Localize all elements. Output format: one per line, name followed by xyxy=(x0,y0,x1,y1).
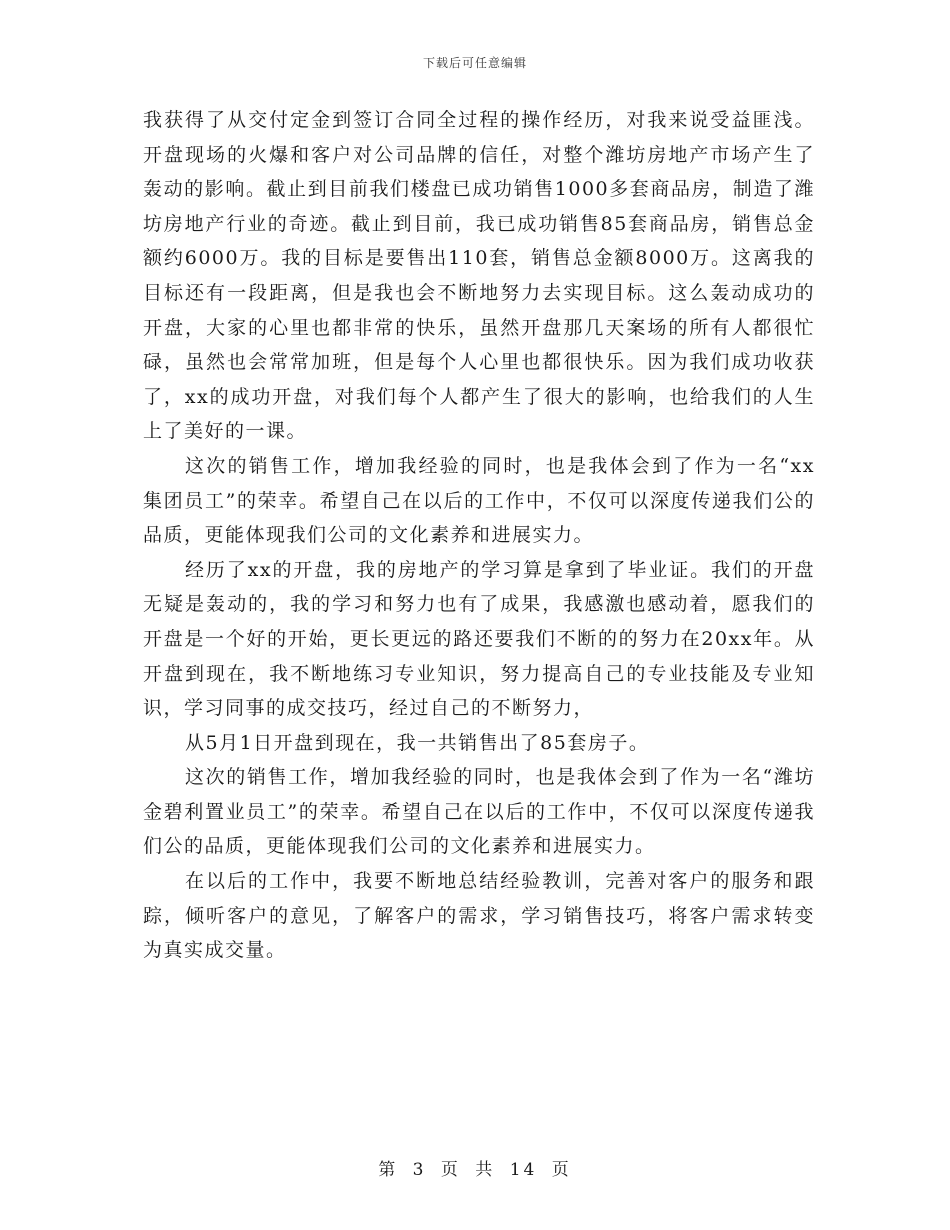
paragraph-5: 这次的销售工作，增加我经验的同时，也是我体会到了作为一名“潍坊金碧利置业员工”的荣幸。希望自己在以后的工作中，不仅可以深度传递我们公的品质，更能体现我们公司的文化素养和进展实力。 xyxy=(143,766,815,858)
paragraph-3: 经历了xx的开盘，我的房地产的学习算是拿到了毕业证。我们的开盘无疑是轰动的，我的学习和努力也有了成果，我感激也感动着，愿我们的开盘是一个好的开始，更长更远的路还要我们不断的的努力在20xx年。从开盘到现在，我不断地练习专业知识，努力提高自己的专业技能及专业知识，学习同事的成交技巧，经过自己的不断努力， xyxy=(143,558,815,720)
paragraph-1: 我获得了从交付定金到签订合同全过程的操作经历，对我来说受益匪浅。开盘现场的火爆和客户对公司品牌的信任，对整个潍坊房地产市场产生了轰动的影响。截止到目前我们楼盘已成功销售1000多套商品房，制造了潍坊房地产行业的奇迹。截止到目前，我已成功销售85套商品房，销售总金额约6000万。我的目标是要售出110套，销售总金额8000万。这离我的目标还有一段距离，但是我也会不断地努力去实现目标。这么轰动成功的开盘，大家的心里也都非常的快乐，虽然开盘那几天案场的所有人都很忙碌，虽然也会常常加班，但是每个人心里也都很快乐。因为我们成功收获了，xx的成功开盘，对我们每个人都产生了很大的影响，也给我们的人生上了美好的一课。 xyxy=(143,109,815,443)
document-body xyxy=(143,103,815,968)
paragraph-2: 这次的销售工作，增加我经验的同时，也是我体会到了作为一名“xx集团员工”的荣幸。希望自己在以后的工作中，不仅可以深度传递我们公的品质，更能体现我们公司的文化素养和进展实力。 xyxy=(143,454,815,547)
page-header: 下载后可任意编辑 xyxy=(422,56,527,70)
paragraph-4: 从5月1日开盘到现在，我一共销售出了85套房子。 xyxy=(185,731,650,754)
paragraph-6: 在以后的工作中，我要不断地总结经验教训，完善对客户的服务和跟踪，倾听客户的意见，了解客户的需求，学习销售技巧，将客户需求转变为真实成交量。 xyxy=(143,870,815,962)
page-number-footer: 第 3 页 共 14 页 xyxy=(378,1160,572,1180)
